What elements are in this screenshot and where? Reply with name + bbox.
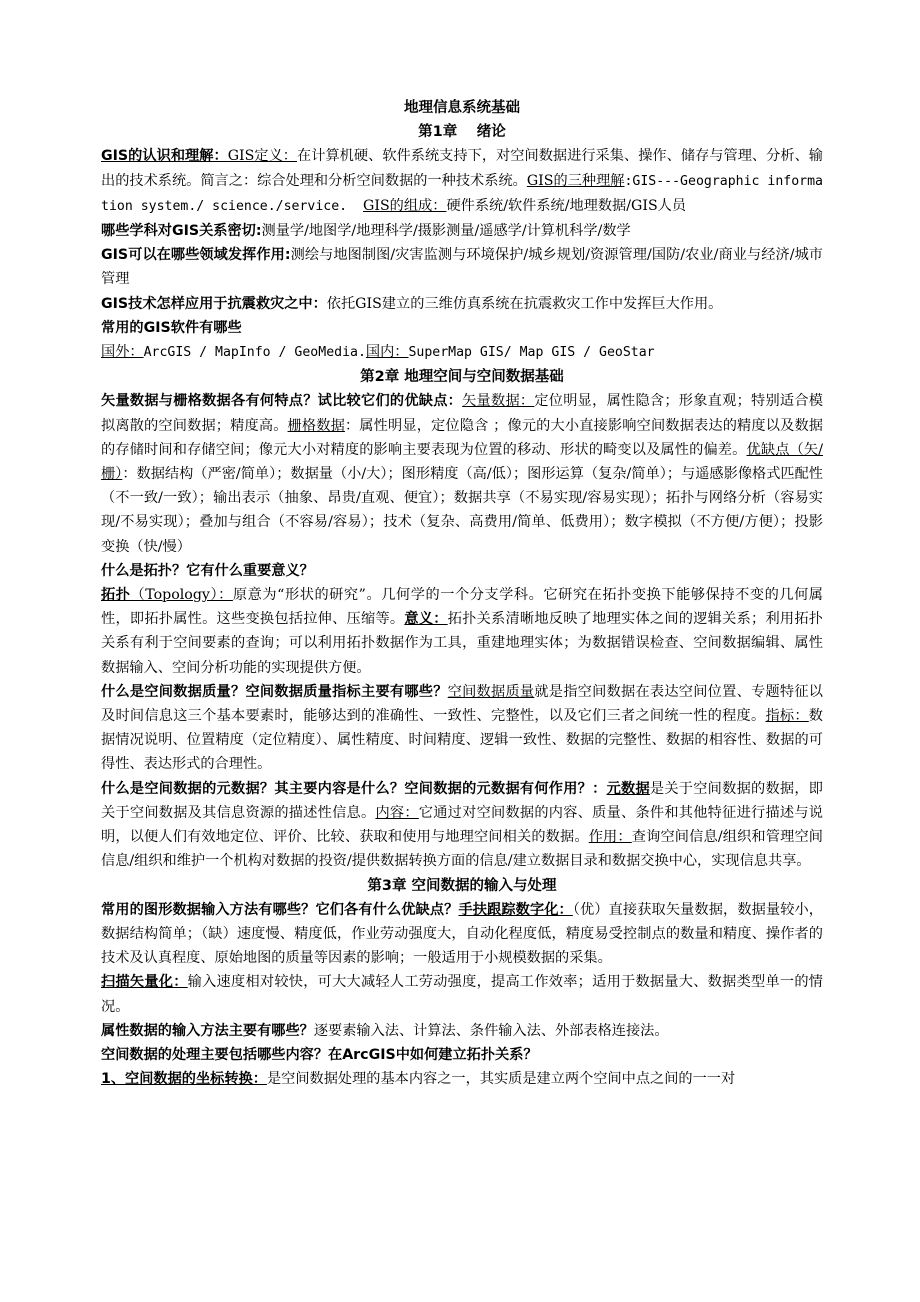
gis-definition-label: GIS定义： [227,148,298,165]
attribute-input-answer: 逐要素输入法、计算法、条件输入法、外部表格连接法。 [313,1022,669,1039]
topology-meaning-text: 拓扑关系清晰地反映了地理实体之间的逻辑关系；利用拓扑关系有利于空间要素的查询；可以利用拓扑数据作为工具，重建地理实体；为数据错误检查、空间数据编辑、属性数据输入、空间分析功能的实现提供方便。 [101,611,823,676]
raster-data-label: 栅格数据 [287,417,345,434]
application-fields-question: GIS可以在哪些领域发挥作用: [101,247,291,264]
domestic-software-label: 国内： [365,344,409,361]
quality-index-label: 指标： [765,708,809,725]
foreign-software-label: 国外： [101,344,144,361]
gis-components-text: 硬件系统/软件系统/地理数据/GIS人员 [446,197,687,214]
application-fields-paragraph [101,243,823,291]
scan-vectorization-paragraph [101,970,823,1018]
topology-paragraph [101,583,823,680]
gis-three-understandings-label: GIS的三种理解 [526,172,625,189]
gis-three-understandings-text: :GIS---Geographic information system./ science./service. [101,173,823,214]
related-subjects-answer: 测量学/地图学/地理科学/摄影测量/遥感学/计算机科学/数学 [261,223,631,240]
earthquake-relief-question: GIS技术怎样应用于抗震救灾之中： [101,295,327,312]
earthquake-relief-answer: 依托GIS建立的三维仿真系统在抗震救灾工作中发挥巨大作用。 [326,295,723,312]
data-quality-text: 就是指空间数据在表达空间位置、专题特征以及时间信息这三个基本要素时，能够达到的准确性、一致性、完整性，以及它们三者之间统一性的程度。 [101,683,823,725]
metadata-text: 是关于空间数据的数据，即关于空间数据及其信息资源的描述性信息。 [101,780,823,821]
topology-label: 拓扑 [101,587,131,604]
metadata-role-text: 查询空间信息/组织和管理空间信息/组织和维护一个机构对数据的投资/提供数据转换方面的信息/建立数据目录和数据交换中心，实现信息共享。 [101,829,823,870]
vector-raster-paragraph [101,389,823,558]
data-quality-question: 什么是空间数据质量？空间数据质量指标主要有哪些？ [101,683,448,700]
metadata-content-text: 它通过对空间数据的内容、质量、条件和其他特征进行描述与说明，以便人们有效地定位、评价、比较、获取和使用与地理空间相关的数据。 [101,804,823,846]
quality-index-text: 数据情况说明、位置精度（定位精度）、属性精度、时间精度、逻辑一致性、数据的完整性、数据的相容性、数据的可得性、表达形式的合理性。 [101,708,823,773]
topology-meaning-label: 意义： [404,611,448,628]
attribute-input-paragraph [101,1019,823,1043]
attribute-input-question: 属性数据的输入方法主要有哪些？ [101,1022,314,1039]
chapter-2-heading: 第2章 地理空间与空间数据基础 [360,369,564,386]
coordinate-transform-paragraph [101,1067,823,1091]
vector-data-text: 定位明显，属性隐含；形象直观；特别适合模拟离散的空间数据；精度高。 [101,393,823,434]
manual-digitizing-label: 手扶跟踪数字化： [458,901,573,918]
foreign-software-list: ArcGIS / MapInfo / GeoMedia. [143,345,366,361]
document-title: 地理信息系统基础 [404,100,520,116]
pros-cons-text: ：数据结构（严密/简单）；数据量（小/大）；图形精度（高/低）；图形运算（复杂/简单）；与遥感影像格式匹配性（不一致/一致）；输出表示（抽象、昂贵/直观、便宜）；数据共享（不易实现/容易实现）；拓扑与网络分析（容易实现/不易实现）；叠加与组合（不容易/容易）；技术（复杂、高费用/简单、低费用）；数字模拟（不方便/方便）；投影变换（快/慢） [101,466,823,555]
document-page [101,96,823,1091]
data-processing-question: 空间数据的处理主要包括哪些内容？在ArcGIS中如何建立拓扑关系？ [101,1046,538,1063]
gis-components-label: GIS的组成： [363,197,447,214]
manual-digitizing-text: （优）直接获取矢量数据，数据量较小，数据结构简单；（缺）速度慢、精度低，作业劳动强度大，自动化程度低，精度易受控制点的数量和精度、操作者的技术及认真程度、原始地图的质量等因素的影响；一般适用于小规模数据的采集。 [101,901,823,967]
chapter-1-heading: 第1章 绪论 [418,124,506,141]
coordinate-transform-text: 是空间数据处理的基本内容之一，其实质是建立两个空间中点之间的一一对 [266,1071,736,1088]
domestic-software-list: SuperMap GIS/ Map GIS / GeoStar [408,345,655,361]
data-quality-paragraph [101,680,823,777]
scan-vectorization-text: 输入速度相对较快，可大大减轻人工劳动强度，提高工作效率；适用于数据量大、数据类型单一的情况。 [101,974,823,1015]
gis-understanding-question: GIS的认识和理解： [101,148,228,165]
topology-definition: 原意为“形状的研究”。几何学的一个分支学科。它研究在拓扑变换下能够保持不变的几何属性，即拓扑属性。这些变换包括拉伸、压缩等。 [101,587,823,628]
metadata-label: 元数据 [606,780,650,797]
related-subjects-question: 哪些学科对GIS关系密切: [101,223,262,240]
coordinate-transform-label: 1、空间数据的坐标转换： [101,1071,267,1088]
topology-question: 什么是拓扑？它有什么重要意义？ [101,562,314,579]
gis-software-paragraph [101,340,823,365]
metadata-paragraph [101,777,823,874]
topology-english-label: （Topology）： [130,587,233,604]
data-quality-label: 空间数据质量 [447,683,535,700]
metadata-role-label: 作用： [588,829,632,846]
graphic-input-paragraph [101,898,823,971]
pros-cons-label: 优缺点（矢/栅） [101,441,824,483]
vector-raster-question: 矢量数据与栅格数据各有何特点？试比较它们的优缺点： [101,393,463,410]
related-subjects-paragraph [101,219,823,243]
metadata-question: 什么是空间数据的元数据？其主要内容是什么？空间数据的元数据有何作用？： [101,780,607,797]
gis-definition-paragraph [101,144,823,219]
application-fields-answer: 测绘与地图制图/灾害监测与环境保护/城乡规划/资源管理/国防/农业/商业与经济/城市管理 [101,247,823,288]
chapter-3-heading: 第3章 空间数据的输入与处理 [367,877,557,894]
earthquake-relief-paragraph [101,292,823,316]
graphic-input-question: 常用的图形数据输入方法有哪些？它们各有什么优缺点？ [101,901,459,918]
scan-vectorization-label: 扫描矢量化： [101,974,188,991]
gis-software-question: 常用的GIS软件有哪些 [101,319,242,336]
raster-data-text: ：属性明显，定位隐含 ；像元的大小直接影响空间数据表达的精度以及数据的存储时间和存储空间；像元大小对精度的影响主要表现为位置的移动、形状的畸变以及属性的偏差。 [101,417,823,458]
vector-data-label: 矢量数据： [462,393,535,410]
gis-definition-text: 在计算机硬、软件系统支持下，对空间数据进行采集、操作、储存与管理、分析、输出的技术系统。简言之：综合处理和分析空间数据的一种技术系统。 [101,148,823,189]
metadata-content-label: 内容： [375,804,419,821]
